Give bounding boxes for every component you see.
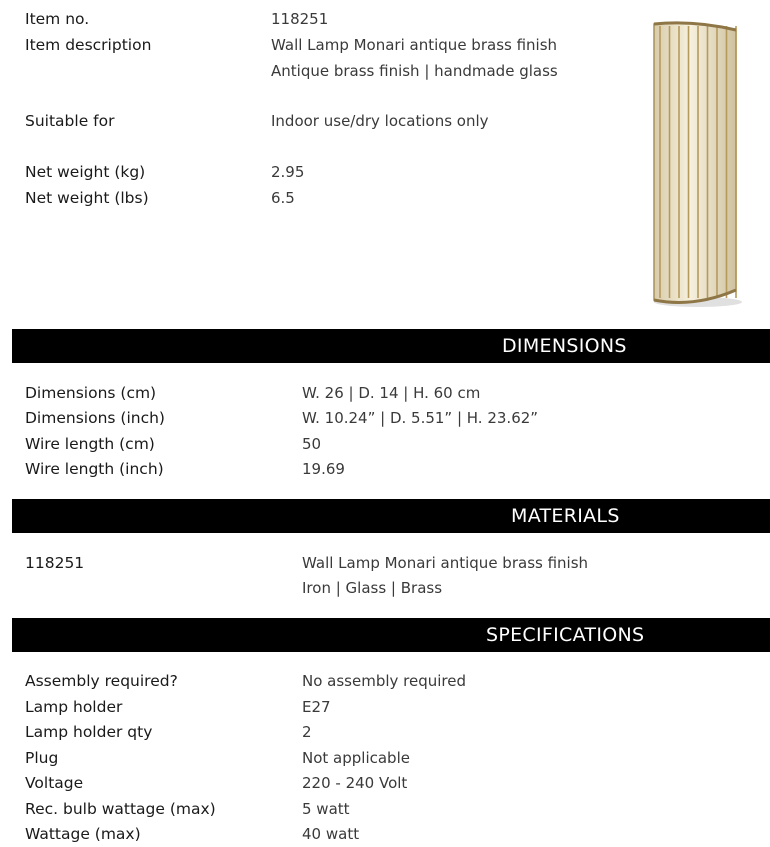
dimensions-cm-label: Dimensions (cm) [25,384,157,402]
plug-label: Plug [25,749,59,767]
spec-row [0,796,770,822]
lamp-holder-qty-label: Lamp holder qty [25,723,153,741]
dimensions-header [12,329,770,363]
wire-length-cm-value: 50 [302,435,322,453]
net-weight-lbs-label: Net weight (lbs) [25,189,149,207]
voltage-label: Voltage [25,774,84,792]
suitable-for-label: Suitable for [25,112,115,130]
item-no-value: 118251 [271,10,329,28]
materials-heading: MATERIALS [511,505,620,527]
spec-row [0,694,770,720]
rec-bulb-wattage-value: 5 watt [302,800,350,818]
lamp-holder-label: Lamp holder [25,698,123,716]
specifications-header [12,618,770,652]
materials-list: Iron | Glass | Brass [302,579,443,597]
wall-lamp-icon [636,18,748,310]
dimensions-row [0,431,770,457]
dimensions-row [0,456,770,482]
item-description-label: Item description [25,36,152,54]
net-weight-kg-value: 2.95 [271,163,305,181]
spec-row [0,668,770,694]
lamp-holder-qty-value: 2 [302,723,312,741]
assembly-required-label: Assembly required? [25,672,178,690]
item-description-finish: Antique brass finish | handmade glass [271,62,558,80]
suitable-for-value: Indoor use/dry locations only [271,112,489,130]
lamp-glass-body [654,23,736,303]
dimensions-inch-value: W. 10.24” | D. 5.51” | H. 23.62” [302,409,539,427]
materials-item-name: Wall Lamp Monari antique brass finish [302,554,589,572]
net-weight-kg-label: Net weight (kg) [25,163,146,181]
spec-row [0,821,770,847]
materials-row [0,550,770,576]
wattage-max-label: Wattage (max) [25,825,141,843]
item-description-value: Wall Lamp Monari antique brass finish [271,36,558,54]
wire-length-inch-label: Wire length (inch) [25,460,164,478]
voltage-value: 220 - 240 Volt [302,774,408,792]
dimensions-row [0,405,770,431]
item-no-label: Item no. [25,10,90,28]
dimensions-cm-value: W. 26 | D. 14 | H. 60 cm [302,384,481,402]
wattage-max-value: 40 watt [302,825,360,843]
materials-item-no: 118251 [25,554,85,572]
specifications-heading: SPECIFICATIONS [486,624,645,646]
spec-row [0,770,770,796]
plug-value: Not applicable [302,749,410,767]
spec-row [0,719,770,745]
net-weight-lbs-value: 6.5 [271,189,295,207]
dimensions-row [0,380,770,406]
rec-bulb-wattage-label: Rec. bulb wattage (max) [25,800,216,818]
dimensions-heading: DIMENSIONS [502,335,627,357]
materials-row [0,575,770,601]
wire-length-inch-value: 19.69 [302,460,345,478]
assembly-required-value: No assembly required [302,672,467,690]
lamp-holder-value: E27 [302,698,331,716]
spec-row [0,745,770,771]
dimensions-inch-label: Dimensions (inch) [25,409,165,427]
materials-header [12,499,770,533]
wire-length-cm-label: Wire length (cm) [25,435,155,453]
